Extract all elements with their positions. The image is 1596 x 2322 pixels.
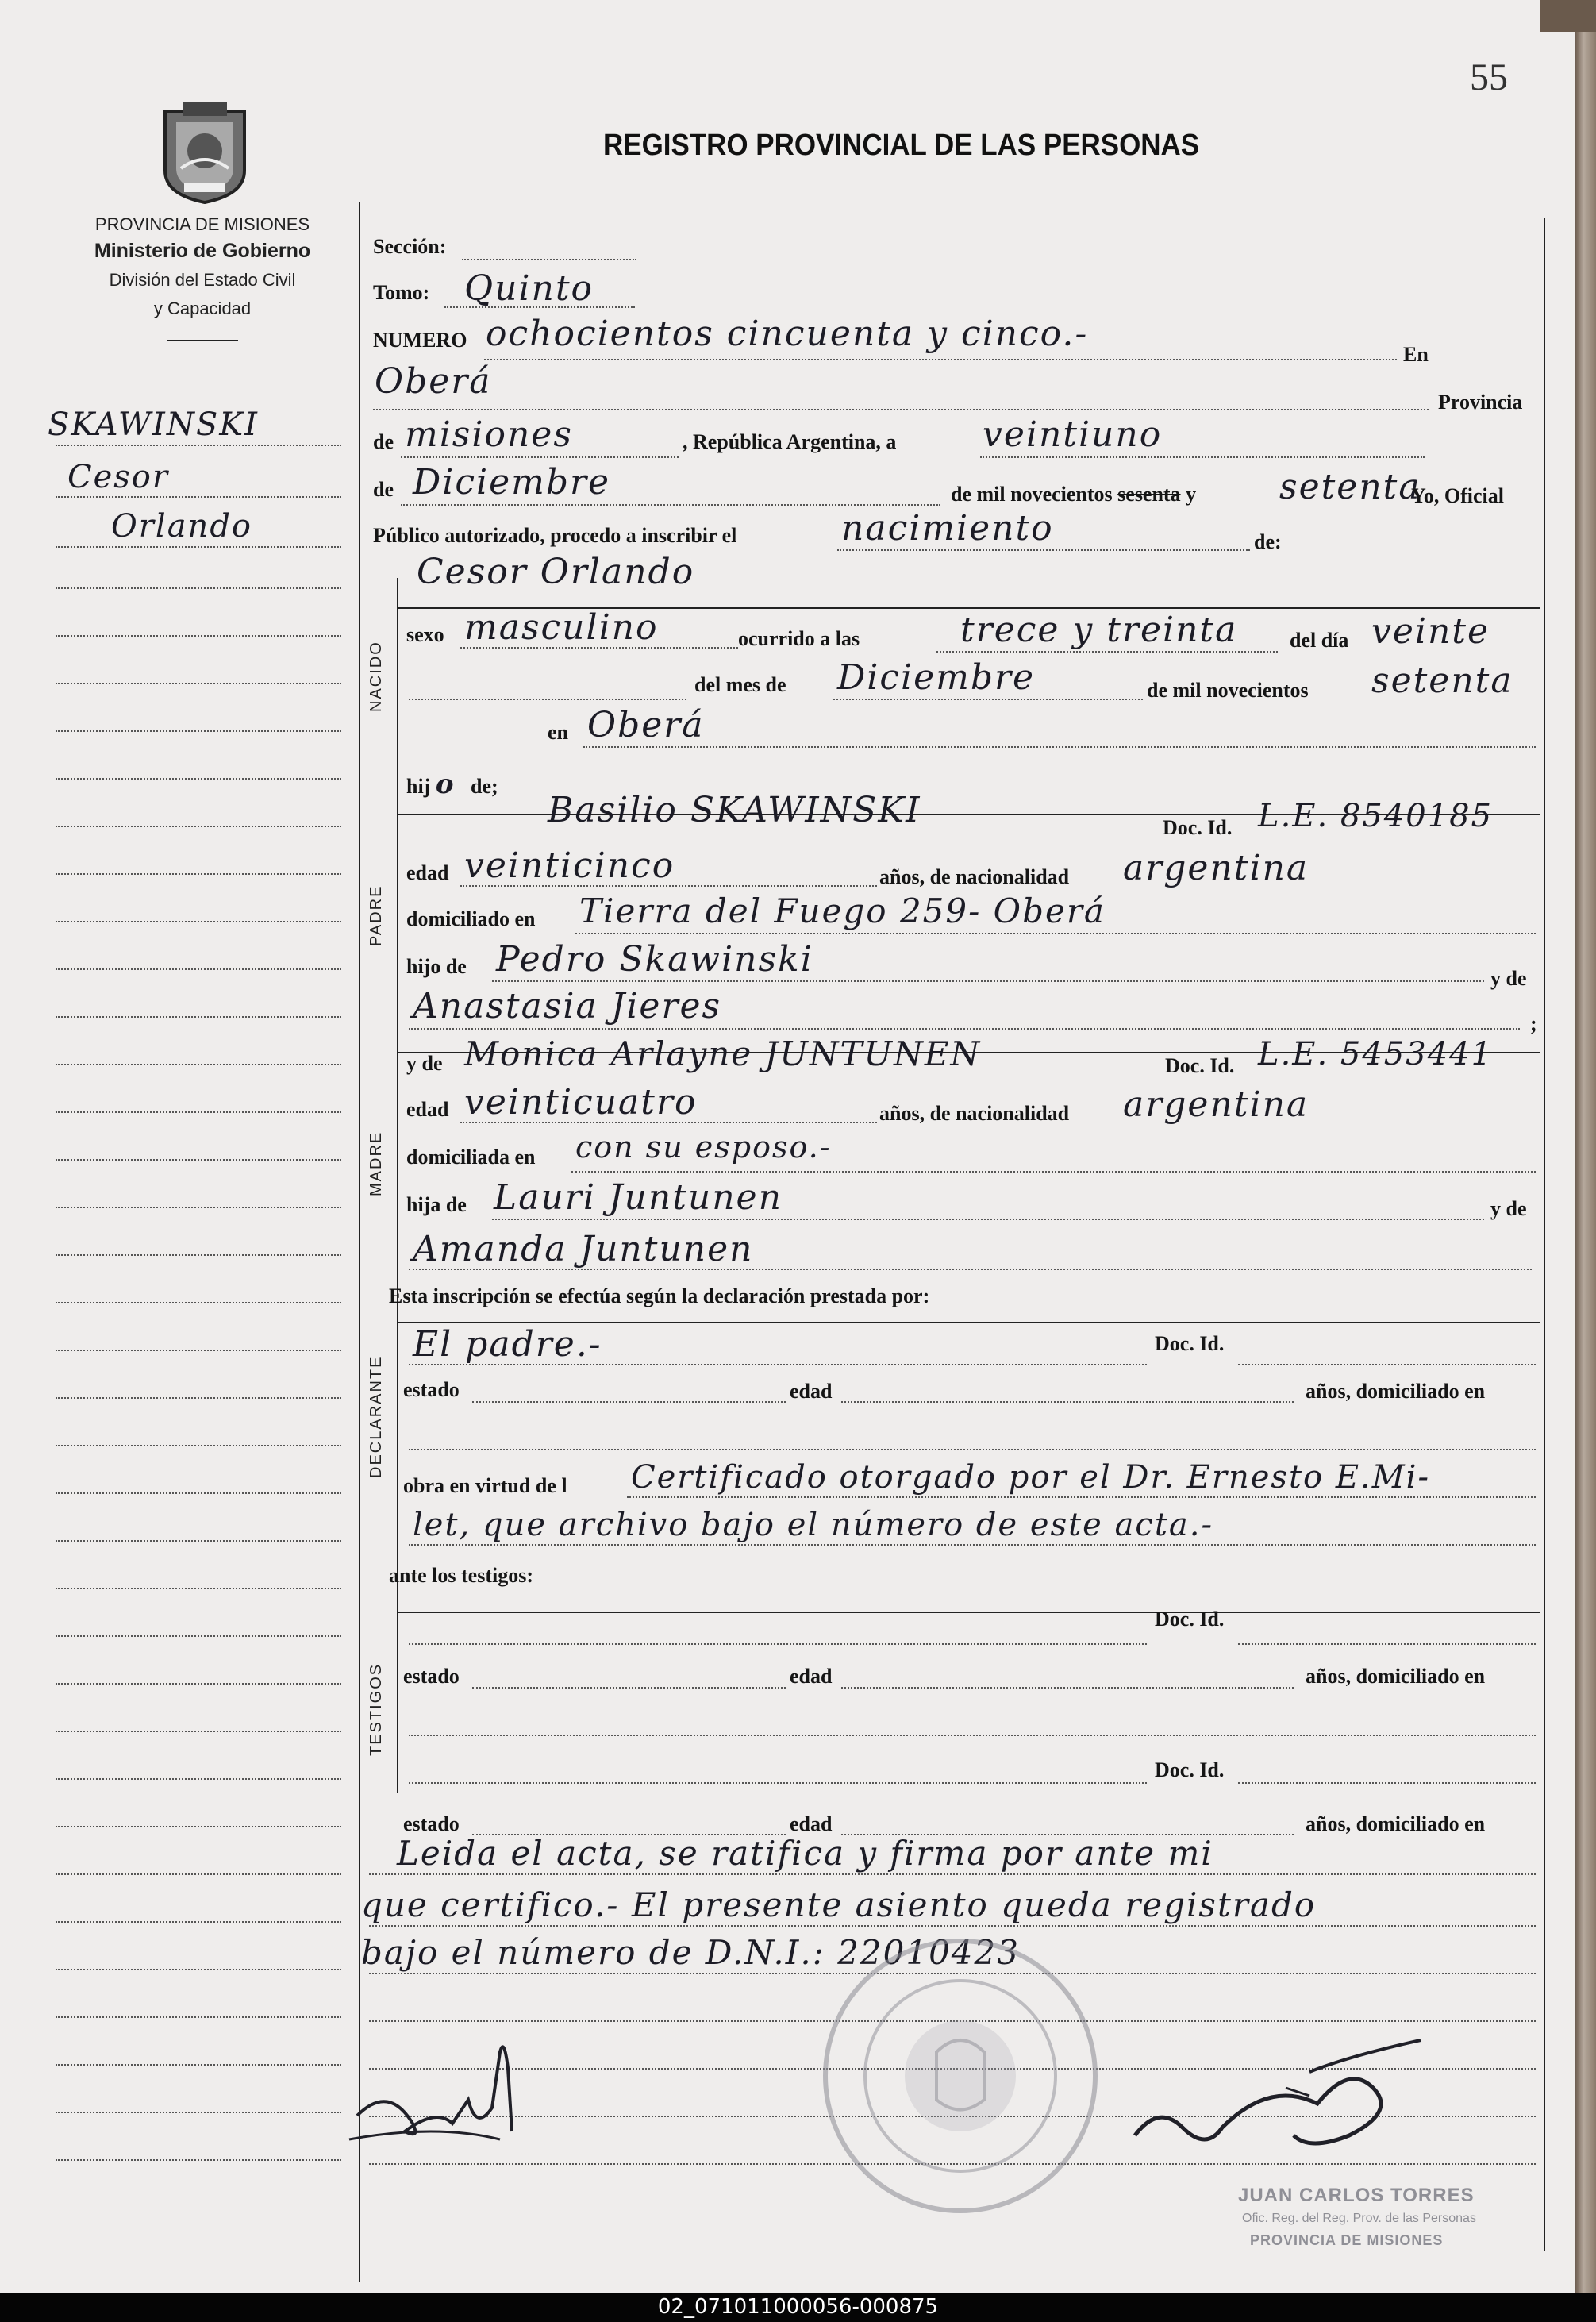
declarante-value: El padre.- [413,1324,602,1365]
page-edge [1575,0,1596,2293]
province-name: PROVINCIA DE MISIONES [94,214,310,234]
lugar-nacimiento-line [583,746,1536,748]
father-nacionalidad-value: argentina [1123,848,1309,888]
officer-title-stamp: Ofic. Reg. del Reg. Prov. de las Personas [1242,2212,1476,2225]
father-father-value: Pedro Skawinski [496,939,813,980]
father-mother-line [409,1028,1520,1030]
testigo1-domicilio-line [409,1735,1536,1736]
place-value: Oberá [375,361,492,402]
closing-line-3: bajo el número de D.N.I.: 22010423 [361,1933,1020,1972]
year-value: setenta [1279,467,1421,507]
father-domicilio-line [575,933,1536,934]
mes-line [833,699,1143,700]
anio-nacimiento-value: setenta [1371,660,1513,701]
division-name: División del Estado Civil [109,270,296,290]
declarante-top-rule [397,1322,1540,1323]
declarante-domicilio-label: años, domiciliado en [1306,1380,1486,1403]
father-father-line [492,980,1484,982]
republica-label: , República Argentina, a [683,430,897,453]
de-label-2: de [373,478,394,501]
mother-y-de-label-2: y de [1490,1197,1527,1220]
father-y-de-label: y de [1490,967,1527,990]
division-capacity: y Capacidad [153,298,252,318]
year-label: de mil novecientos sesenta y [951,483,1197,506]
signature-left [341,2020,548,2163]
province-line [401,456,679,458]
inscripcion-label: Esta inscripción se efectúa según la declaración prestada por: [389,1284,930,1307]
section-label-declarante: DECLARANTE [367,1355,385,1478]
obra-value-1: Certificado otorgado por el Dr. Ernesto E.Mi- [631,1459,1430,1496]
mes-nacimiento-value: Diciembre [837,657,1036,698]
closing-line-2: que certifico.- El presente asiento queda registrado [361,1885,1317,1924]
publico-label: Público autorizado, procedo a inscribir el [373,524,737,547]
seccion-line [462,259,636,260]
provincia-label: Provincia [1438,391,1523,414]
mother-mother-line [409,1269,1532,1270]
section-label-nacido: NACIDO [367,641,385,712]
mother-nacionalidad-value: argentina [1123,1084,1309,1125]
officer-province-stamp: PROVINCIA DE MISIONES [1250,2232,1444,2248]
hora-line [936,651,1278,653]
mother-y-de-label: y de [406,1052,443,1075]
sexo-value: masculino [464,607,659,648]
testigo1-estado-line [472,1687,786,1689]
testigo1-doc-line [1238,1643,1536,1645]
mother-doc-label: Doc. Id. [1165,1054,1235,1077]
mother-edad-line [460,1122,877,1123]
tomo-label: Tomo: [373,281,430,304]
declarante-doc-label: Doc. Id. [1155,1332,1225,1355]
declarante-domicilio-line [409,1449,1536,1450]
obra-line-2 [409,1544,1536,1546]
testigo2-doc-label: Doc. Id. [1155,1758,1225,1781]
numero-value: ochocientos cincuenta y cinco.- [486,314,1089,354]
father-name-value: Basilio SKAWINSKI [548,790,921,830]
mother-father-line [492,1219,1484,1220]
father-edad-label: edad [406,861,449,884]
mother-edad-label: edad [406,1098,449,1121]
tomo-line [444,306,635,308]
mother-edad-value: veinticuatro [464,1082,698,1122]
testigo2-domicilio-label: años, domiciliado en [1306,1812,1486,1835]
testigo1-domicilio-label: años, domiciliado en [1306,1665,1486,1688]
hora-value: trece y treinta [960,610,1238,650]
main-frame-left [359,202,360,2282]
declarante-doc-line [1238,1364,1536,1365]
testigo2-edad-label: edad [790,1812,833,1835]
margin-surname: SKAWINSKI [48,406,259,443]
nacido-blank-line [409,699,686,700]
mother-domicilio-label: domiciliada en [406,1146,536,1169]
folio-number: 55 [1470,56,1508,98]
del-dia-label: del día [1290,629,1349,652]
father-hijo-de-label: hijo de [406,955,467,978]
declarante-line [409,1364,1147,1365]
officer-name-stamp: JUAN CARLOS TORRES [1238,2185,1475,2206]
semicolon-label: ; [1530,1012,1537,1035]
seccion-label: Sección: [373,235,447,258]
father-edad-line [460,885,877,887]
declarante-estado-label: estado [403,1378,460,1401]
obra-label: obra en virtud de l [403,1474,567,1497]
father-domicilio-label: domiciliado en [406,907,536,930]
testigo2-estado-label: estado [403,1812,460,1835]
tomo-value: Quinto [464,268,594,309]
de-label: de [373,430,394,453]
day-line [980,456,1425,458]
testigo1-estado-label: estado [403,1665,460,1688]
mother-name-value: Monica Arlayne JUNTUNEN [464,1034,982,1073]
closing-line-1: Leida el acta, se ratifica y firma por ante mi [397,1834,1213,1873]
margin-second-name: Orlando [111,508,253,545]
page-corner [1540,0,1596,32]
del-mes-label: del mes de [694,673,786,696]
mother-mother-value: Amanda Juntunen [413,1229,754,1269]
de-colon-label: de: [1254,530,1282,553]
closing-rule-1 [369,1873,1536,1875]
provincial-seal-emblem [149,95,260,206]
margin-first-name: Cesor [67,459,170,495]
mother-domicilio-line [571,1171,1536,1173]
province-value: misiones [405,414,573,455]
ocurrido-label: ocurrido a las [738,627,860,650]
mother-hija-de-label: hija de [406,1193,467,1216]
en-label: En [1403,343,1429,366]
registry-title: REGISTRO PROVINCIAL DE LAS PERSONAS [603,129,1200,162]
child-name-value: Cesor Orlando [417,552,695,592]
testigo1-edad-label: edad [790,1665,833,1688]
signature-right [1111,2016,1444,2159]
en-lugar-label: en [548,721,568,744]
testigo2-doc-line [1238,1782,1536,1784]
numero-label: NUMERO [373,329,467,352]
obra-value-2: let, que archivo bajo el número de este acta.- [413,1507,1213,1543]
testigo2-line [409,1782,1147,1784]
testigo1-line [409,1643,1147,1645]
testigos-top-rule [397,1612,1540,1613]
lugar-nacimiento-value: Oberá [587,705,705,745]
place-line [373,409,1429,410]
father-domicilio-value: Tierra del Fuego 259- Oberá [579,891,1106,930]
ministry-name: Ministerio de Gobierno [94,240,311,262]
numero-line [484,359,1397,360]
closing-rule-2 [369,1925,1536,1927]
month-value: Diciembre [413,462,611,503]
mother-father-value: Lauri Juntunen [494,1177,783,1218]
act-type-line [837,549,1250,551]
declarante-edad-line [841,1401,1294,1403]
act-type-value: nacimiento [841,508,1054,549]
mil-novecientos-label: de mil novecientos [1147,679,1309,702]
father-mother-value: Anastasia Jieres [413,986,722,1026]
father-doc-label: Doc. Id. [1163,816,1233,839]
official-circular-stamp [817,1933,1103,2219]
main-frame-right [1544,218,1545,2251]
mother-domicilio-value: con su esposo.- [575,1130,832,1165]
month-line [401,504,940,506]
testigo1-edad-line [841,1687,1294,1689]
sexo-line [460,647,738,649]
section-label-testigos: TESTIGOS [367,1662,385,1756]
header-divider [167,340,238,341]
mother-nacionalidad-label: años, de nacionalidad [879,1102,1070,1125]
section-label-madre: MADRE [367,1130,385,1196]
dia-nacimiento-value: veinte [1371,611,1490,652]
mother-doc-value: L.E. 5453441 [1258,1036,1494,1072]
obra-line-1 [627,1496,1536,1498]
section-frame-left [397,578,398,1793]
father-nacionalidad-label: años, de nacionalidad [879,865,1070,888]
declarante-estado-line [472,1401,786,1403]
father-edad-value: veinticinco [464,845,675,886]
declarante-edad-label: edad [790,1380,833,1403]
day-value: veintiuno [983,414,1163,455]
section-label-padre: PADRE [367,884,385,946]
hij-label: hij o de; [406,768,498,800]
father-doc-value: L.E. 8540185 [1258,798,1494,834]
sexo-label: sexo [406,623,444,646]
testigo1-doc-label: Doc. Id. [1155,1608,1225,1631]
yo-oficial-label: Yo, Oficial [1411,484,1504,507]
image-id-bar: 02_071011000056-000875 [0,2293,1596,2322]
ante-testigos-label: ante los testigos: [389,1564,533,1587]
